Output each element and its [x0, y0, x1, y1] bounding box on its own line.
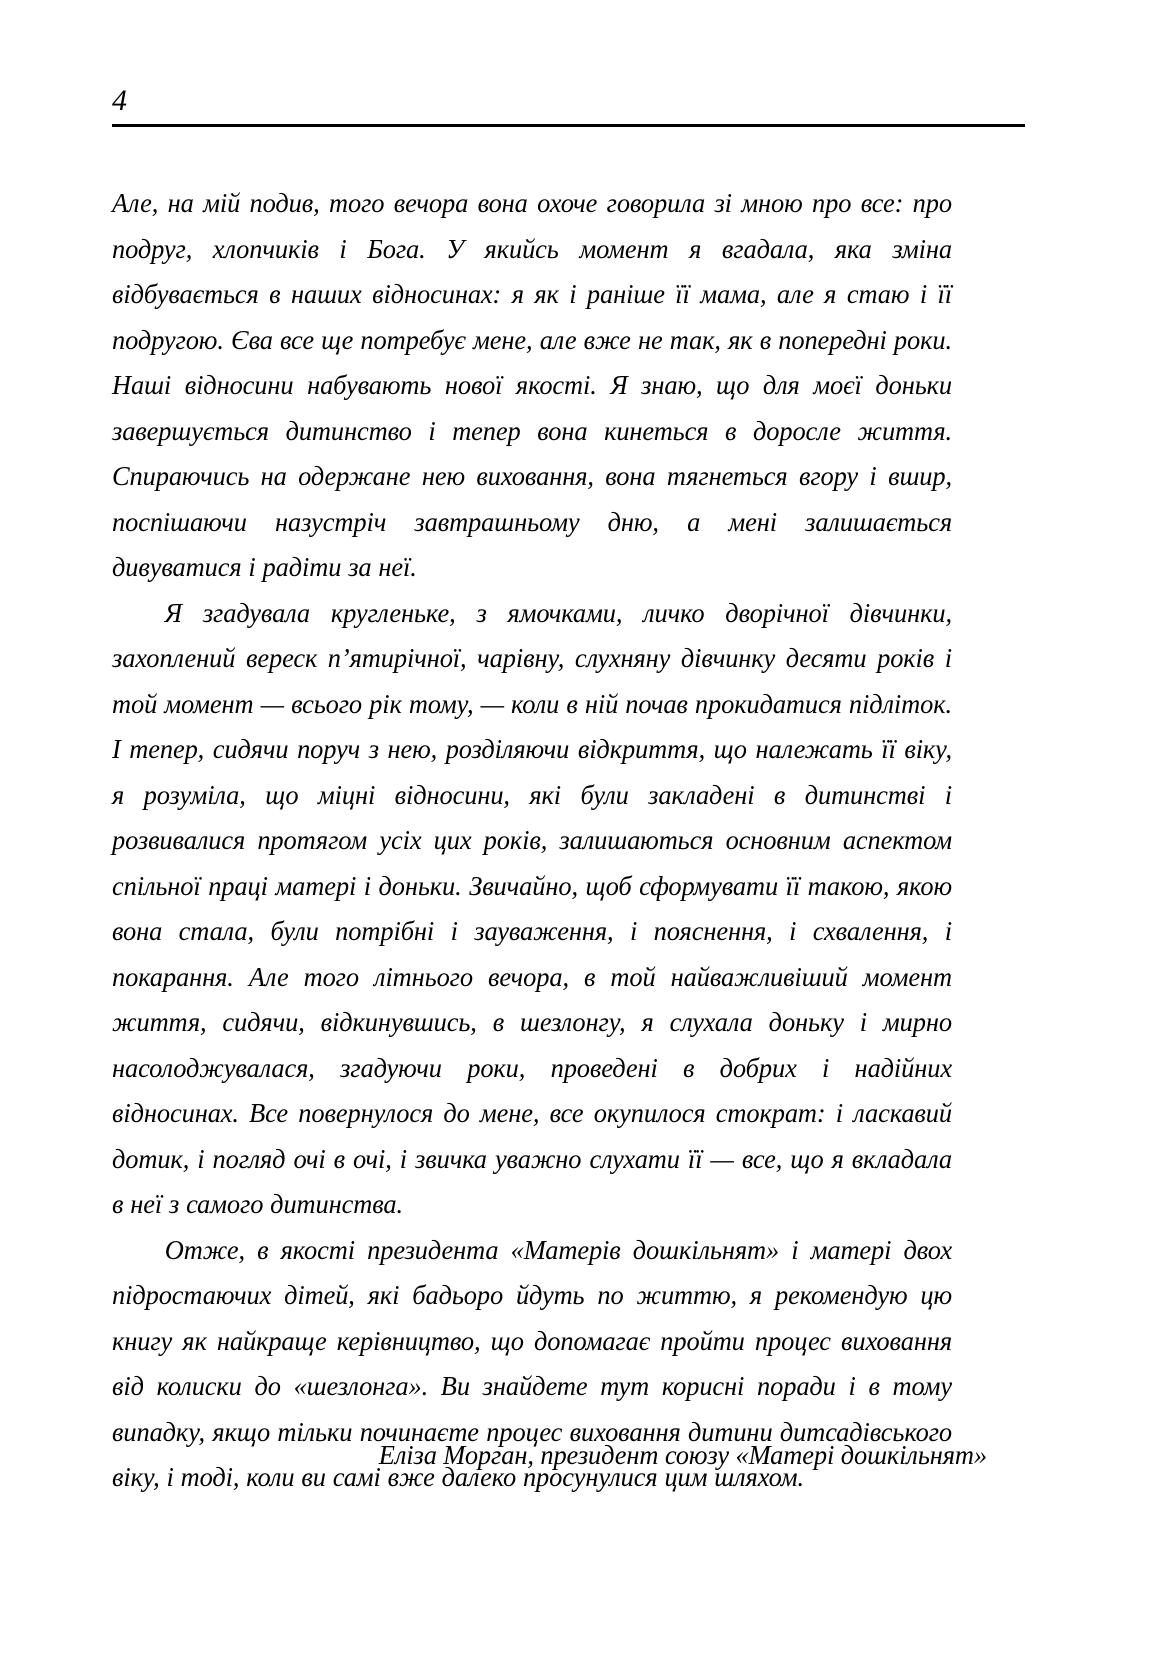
attribution-signature: Еліза Морган, президент союзу «Матері дошкільнят» [378, 1439, 987, 1470]
paragraph: Але, на мій подив, того вечора вона охоче говорила зі мною про все: про подруг, хлопчиків і Бога. У якийсь момент я вгадала, яка зміна відбувається в наших відносинах: я як і раніше її мама, але я стаю і її подругою. Єва все ще потребує мене, але вже не так, як в попередні роки. Наші відносини набувають нової якості. Я знаю, що для моєї доньки завершується дитинство і тепер вона кинеться в доросле життя. Спираючись на одержане нею виховання, вона тягнеться вгору і вшир, поспішаючи назустріч завтрашньому дню, а мені залишається дивуватися і радіти за неї. [112, 187, 952, 582]
header-rule [112, 124, 1025, 127]
page-header [112, 86, 1025, 127]
paragraph: Я згадувала кругленьке, з ямочками, личко дворічної дівчинки, захоплений вереск п’ятирічної, чарівну, слухняну дівчинку десяти років і той момент — всього рік тому, — коли в ній почав прокидатися підліток. І тепер, сидячи поруч з нею, розділяючи відкриття, що належать її віку, я розуміла, що міцні відносини, які були закладені в дитинстві і розвивалися протягом усіх цих років, залишаються основним аспектом спільної праці матері і доньки. Звичайно, щоб сформувати її такою, якою вона стала, були потрібні і зауваження, і пояснення, і схвалення, і покарання. Але того літнього вечора, в той найважливіший момент життя, сидячи, відкинувшись, в шезлонгу, я слухала доньку і мирно насолоджувалася, згадуючи роки, проведені в добрих і надійних відносинах. Все повернулося до мене, все окупилося стократ: і ласкавий дотик, і погляд очі в очі, і звичка уважно слухати її — все, що я вкладала в неї з самого дитинства. [112, 596, 953, 1219]
body-text-block [112, 180, 987, 1500]
paragraph: Отже, в якості президента «Матерів дошкільнят» і матері двох підростаючих дітей, які бадьоро йдуть по життю, я рекомендую цю книгу як найкраще керівництво, що допомагає пройти процес виховання від колиски до «шезлонга». Ви знайдете тут корисні поради і в тому випадку, якщо тільки починаєте процес виховання дитини дитсадівського віку, і тоді, коли ви самі вже далеко просунулися цим шляхом. [112, 1233, 953, 1492]
page-number: 4 [112, 84, 128, 117]
